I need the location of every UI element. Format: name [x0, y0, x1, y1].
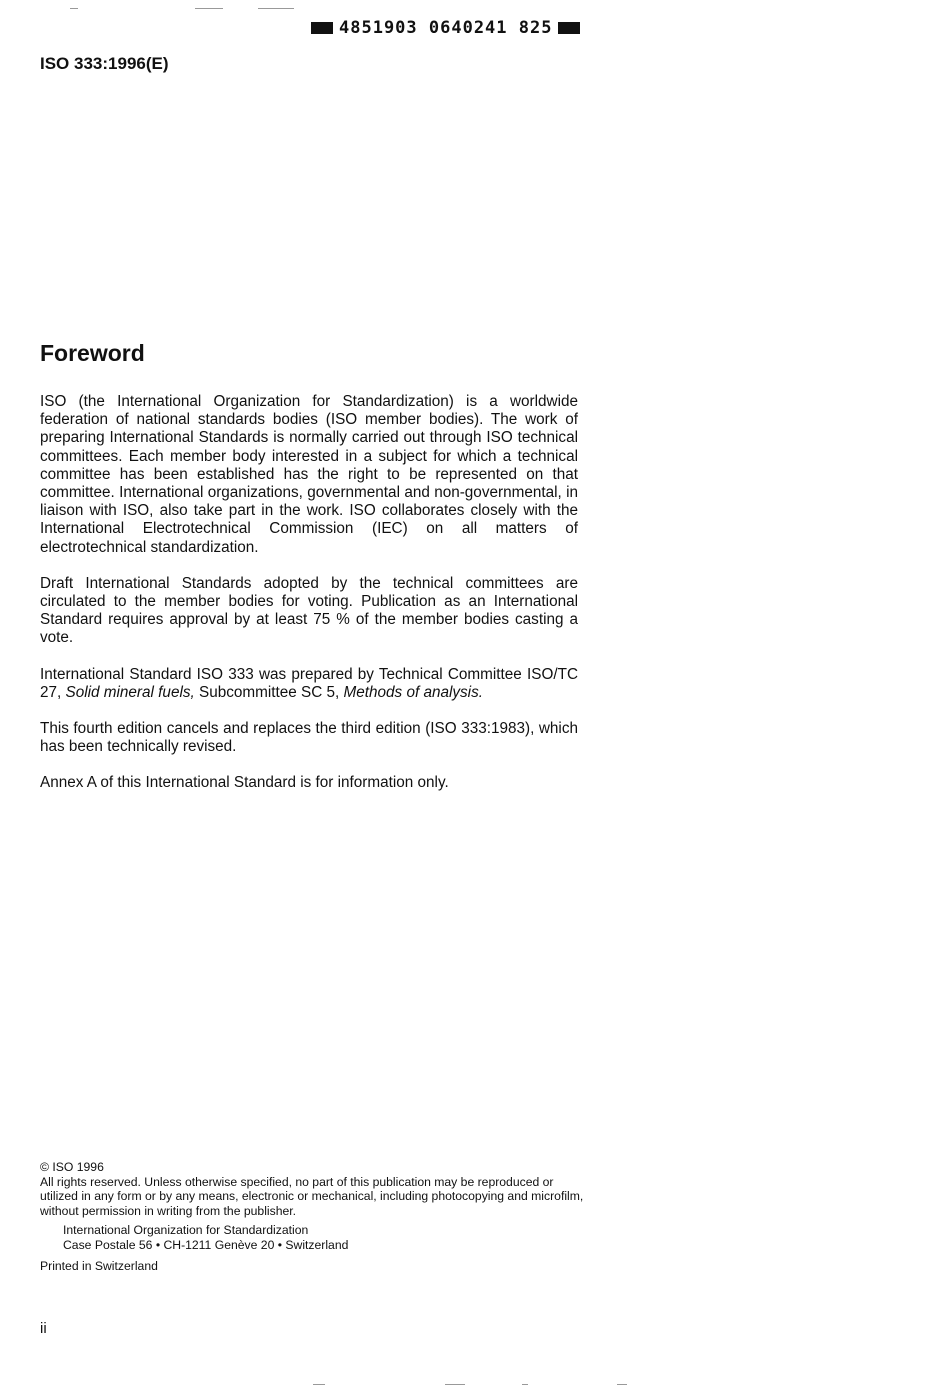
- copyright-line: © ISO 1996: [40, 1160, 104, 1174]
- scan-mark: [522, 1384, 528, 1385]
- barcode-block-left: [311, 22, 333, 34]
- scan-mark: [445, 1384, 465, 1385]
- scan-mark: [70, 8, 78, 9]
- scan-mark: [617, 1384, 627, 1385]
- paragraph-annex: Annex A of this International Standard is for information only.: [40, 774, 449, 792]
- barcode-text: 4851903 0640241 825: [339, 18, 553, 38]
- paragraph-iso-intro: ISO (the International Organization for Standardization) is a worldwide federation of national standards bodies (ISO member bodies). The work of preparing International Standards is normally carried out through ISO technical committees. Each member body interested in a subject for which a technical committee has been established has the right to be represented on that committee. International organizations, governmental and non-governmental, in liaison with ISO, also take part in the work. ISO collaborates closely with the International Electrotechnical Commission (IEC) on all matters of electrotechnical standardization.: [40, 393, 578, 556]
- scan-mark: [313, 1384, 325, 1385]
- organization-address: Case Postale 56 • CH-1211 Genève 20 • Switzerland: [63, 1237, 349, 1252]
- barcode-block-right: [558, 22, 580, 34]
- scan-mark: [258, 8, 294, 9]
- paragraph-preparation: [40, 666, 578, 702]
- document-id: ISO 333:1996(E): [40, 54, 169, 73]
- preparation-text: International Standard ISO 333 was prepared by Technical Committee ISO/TC 27,: [40, 665, 578, 701]
- paragraph-edition: This fourth edition cancels and replaces the third edition (ISO 333:1983), which has been technically revised.: [40, 720, 578, 756]
- subcommittee-title: Methods of analysis.: [343, 683, 483, 701]
- subcommittee-text: Subcommittee SC 5,: [194, 683, 344, 701]
- foreword-title: Foreword: [40, 340, 145, 366]
- page-number: ii: [40, 1320, 47, 1337]
- scan-mark: [195, 8, 223, 9]
- copyright-block: [40, 1160, 585, 1273]
- paragraph-draft-standards: Draft International Standards adopted by the technical committees are circulated to the member bodies for voting. Publication as an International Standard requires approval by at least 75 % of the member bodies casting a vote.: [40, 574, 578, 647]
- printed-in: Printed in Switzerland: [40, 1258, 158, 1273]
- committee-title: Solid mineral fuels,: [65, 683, 195, 701]
- organization-name: International Organization for Standardization: [63, 1223, 309, 1238]
- rights-statement: All rights reserved. Unless otherwise specified, no part of this publication may be reproduced or utilized in any form or by any means, electronic or mechanical, including photocopying and microfilm, without permission in writing from the publisher.: [40, 1174, 584, 1218]
- barcode: [305, 18, 586, 38]
- foreword-body: [40, 393, 578, 811]
